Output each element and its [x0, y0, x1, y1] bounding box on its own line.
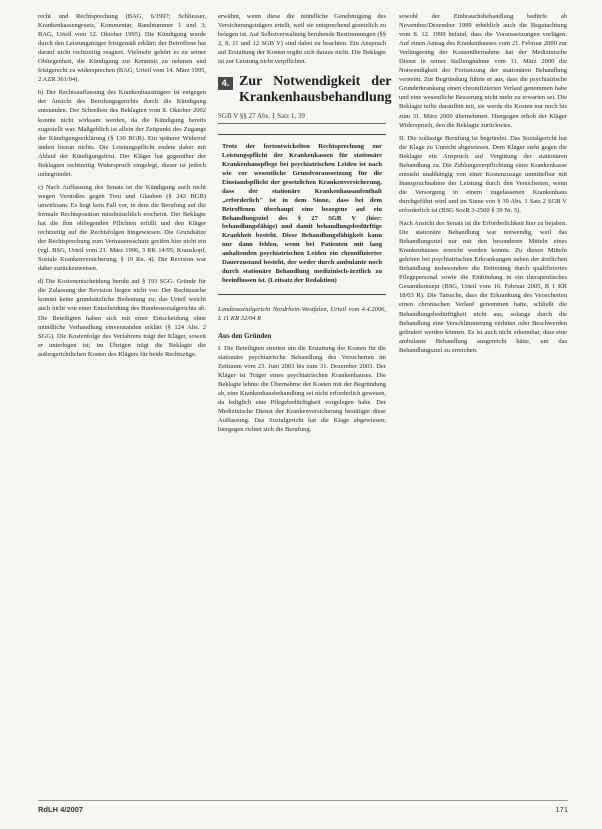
- section-number: 4.: [218, 77, 233, 90]
- page-footer: [38, 800, 568, 817]
- reasons-heading: Aus den Gründen: [218, 331, 272, 340]
- paragraph: b) Der Rechtsauffassung des Krankenhausträgers ist entgegen der Ansicht des Berufungsgerichts durch die Kündigung entstanden. Der Schreiben des Beklagten vom 8. Oktober 2002 konnte nicht wirksam werden, da die Kündigung bereits zugestellt war. Maßgeblich ist allein der Zeitpunkt des Zugangs der Kündigungserklärung (§ 130 BGB). Ein späterer Widerruf ändert hieran nichts. Die Leistungspflicht endete daher mit Ablauf der Kündigungsfrist. Der Kläger hat gegenüber der Beklagten rechtzeitig Widerspruch eingelegt, dieser ist jedoch unbegründet.: [38, 89, 206, 178]
- text-column-middle: [218, 12, 392, 438]
- headnote-box: [218, 134, 386, 295]
- paragraph: d) Die Kostenentscheidung beruht auf § 193 SGG. Gründe für die Zulassung der Revision liegen nicht vor. Der Rechtssache kommt keine grundsätzliche Bedeutung zu; das Urteil weicht auch nicht von einer Entscheidung des Bundessozialgerichts ab. Die Beteiligten haben sich mit einer Entscheidung ohne mündliche Verhandlung einverstanden erklärt (§ 124 Abs. 2 SGG). Die Kostenfolge des Verfahrens trägt der Kläger, soweit er unterlegen ist; im Übrigen trägt die Beklagte die außergerichtlichen Kosten des Klägers für beide Rechtszüge.: [38, 278, 206, 358]
- text-column-right: [399, 12, 567, 359]
- paragraph: sowohl der Einbrauchsbehandlung bedürfe ab November/Dezember 1999 erheblich auch die Begutachtung vom 8. 12. 1999 befand, dass die Voraussetzungen vorlägen. Auf einen Antrag des Krankenhauses vom 21. Februar 2000 zur Verlängerung der Kostenübernahme hat der Medizinische Dienst in seiner Stellungnahme vom 11. März 2000 die Notwendigkeit der Fortsetzung der stationären Behandlung verneint. Zur Begründung führte er aus, dass die psychiatrische Grunderkrankung einen chronifizierten Verlauf genommen habe und eine wesentliche Besserung nicht mehr zu erwarten sei. Die Beklagte teilte daraufhin mit, sie werde die Kosten nur noch bis zum 31. März 2000 übernehmen. Hiergegen erhob der Kläger Widerspruch, den die Beklagte zurückwies.: [399, 13, 567, 129]
- paragraph: II. Die zulässige Berufung ist begründet. Das Sozialgericht hat die Klage zu Unrecht abgewiesen. Dem Kläger steht gegen die Beklagte ein Anspruch auf Vergütung der stationären Behandlung zu. Die Zahlungsverpflichtung einer Krankenkasse entsteht unabhängig von einer Kostenzusage unmittelbar mit Inanspruchnahme der Leistung durch den Versicherten, wenn die Versorgung in einem zugelassenen Krankenhaus durchgeführt wird und im Sinne von § 39 Abs. 1 Satz 2 SGB V erforderlich ist (BSG SozR 3-2500 § 39 Nr. 5).: [399, 134, 567, 214]
- paragraph: Nach Ansicht des Senats ist die Erforderlichkeit hier zu bejahen. Die stationäre Behandlung war notwendig, weil das Behandlungsziel nur mit den besonderen Mitteln eines Krankenhauses erreicht werden konnte. Zu diesen Mitteln gehören bei psychiatrischen Erkrankungen neben der ärztlichen Behandlung insbesondere die Betreuung durch qualifiziertes Pflegepersonal sowie die Einbindung in ein therapeutisches Gesamtkonzept (BSG, Urteil vom 16. Februar 2005, B 1 KR 18/03 R). Die Tatsache, dass die Erkrankung des Versicherten einen chronischen Verlauf genommen hatte, schließt die Behandlungsbedürftigkeit nicht aus, solange durch die Behandlung eine Verschlimmerung verhütet oder Beschwerden gelindert werden können. Es ist auch nicht erkennbar, dass eine ambulante Behandlung ausgereicht hätte, um das Behandlungsziel zu erreichen.: [399, 220, 567, 354]
- page-number: 171: [555, 805, 568, 814]
- paragraph: erwähnt, wenn diese die mündliche Genehmigung des Versicherungsträgers erteilt, weil sie entsprechend gesetzlich zu belegen ist. Auf Selbstverwaltung beruhende Bestimmungen (§§ 2, 8, 11 und 12 SGB V) sind dabei zu beachten. Ein Anspruch auf Erstattung der Kosten ergibt sich daraus nicht. Die Beklagte ist zur Leistung nicht verpflichtet.: [218, 13, 386, 66]
- section-title: Zur Notwendigkeit der Krankenhausbehandlung: [239, 74, 392, 106]
- paragraph: recht und Rechtsprechung (BAG, 6/1997; Schliesser, Krankenkassengesetz, Kommentar, Randnummer 1 und 3; BAG, Urteil vom 12. Oktober 1995). Die Kündigung wurde durch den Leistungsträger fristgemäß erklärt; der Betroffene hat darauf nicht rechtzeitig reagiert. Vielmehr gehört es zu seiner Obliegenheit, die Kündigung zur Kenntnis zu nehmen und fristgerecht zu widersprechen (BAG, Urteil vom 14. März 1995, 2 AZR 361/94).: [38, 13, 206, 84]
- headnote-text: Trotz der fortentwickelten Rechtsprechung zur Leistungspflicht der Krankenkassen für stationäre Krankenhauspflege bei psychiatrischen Leiden ist nach wie vor wesentliche Grundvoraussetzung für die Einstandspflicht der gesetzlichen Krankenversicherung, dass der stationäre Krankenhausaufenthalt „erforderlich" ist in dem Sinne, dass bei dem Betroffenen überhaupt eine bezogene auf ein Behandlungsziel des § 27 SGB V (hier: behandlungsfähige) und damit behandlungsbedürftige Krankheit besteht. Diese Behandlungsfähigkeit kann nur dann fehlen, wenn bei Patienten mit lang anhaltenden psychiatrischen Leiden ein chronifizierter Dauerzustand besteht, der weder durch ambulante noch durch stationäre Behandlung medizinisch-ärztlich zu beeinflussen ist. (Leitsatz der Redaktion): [222, 143, 382, 284]
- journal-name: RdLH 4/2007: [38, 805, 84, 814]
- legal-norm-reference: SGB V §§ 27 Abs. 1 Satz 1, 39: [218, 112, 386, 124]
- paragraph: c) Nach Auffassung des Senats ist die Kündigung auch nicht wegen Verstoßes gegen Treu und Glauben (§ 242 BGB) unwirksam. Es liegt kein Fall vor, in dem die Berufung auf die formale Rechtsposition missbräuchlich erscheint. Der Beklagte hat die ihm obliegenden Pflichten erfüllt und den Kläger rechtzeitig auf die Rechtsfolgen hingewiesen. Die Grundsätze der Rechtsprechung zum Vertrauensschutz greifen hier nicht ein (vgl. BSG, Urteil vom 21. März 1996, 3 RK 14/95; Krauskopf, Soziale Krankenversicherung, § 19 Rn. 4). Die Revision war daher zurückzuweisen.: [38, 183, 206, 273]
- court-citation: Landessozialgericht Nordrhein-Westfalen, Urteil vom 4.4.2006, L 11 KR 32/04 R: [218, 305, 386, 322]
- section-heading: [218, 74, 392, 106]
- text-column-left: [38, 12, 206, 363]
- paragraph: I. Die Beteiligten streiten um die Erstattung der Kosten für die stationäre psychiatrische Behandlung des Versicherten im Zeitraum vom 23. Juni 2003 bis zum 31. Dezember 2003. Der Kläger ist Träger eines psychiatrischen Krankenhauses. Die Beklagte lehnte die Übernahme der Kosten mit der Begründung ab, eine Krankenhausbehandlung sei nicht erforderlich gewesen, da lediglich eine Pflegebedürftigkeit vorgelegen habe. Der Medizinische Dienst der Krankenversicherung bestätigte diese Auffassung. Das Sozialgericht hat die Klage abgewiesen; hiergegen richtet sich die Berufung.: [218, 344, 386, 434]
